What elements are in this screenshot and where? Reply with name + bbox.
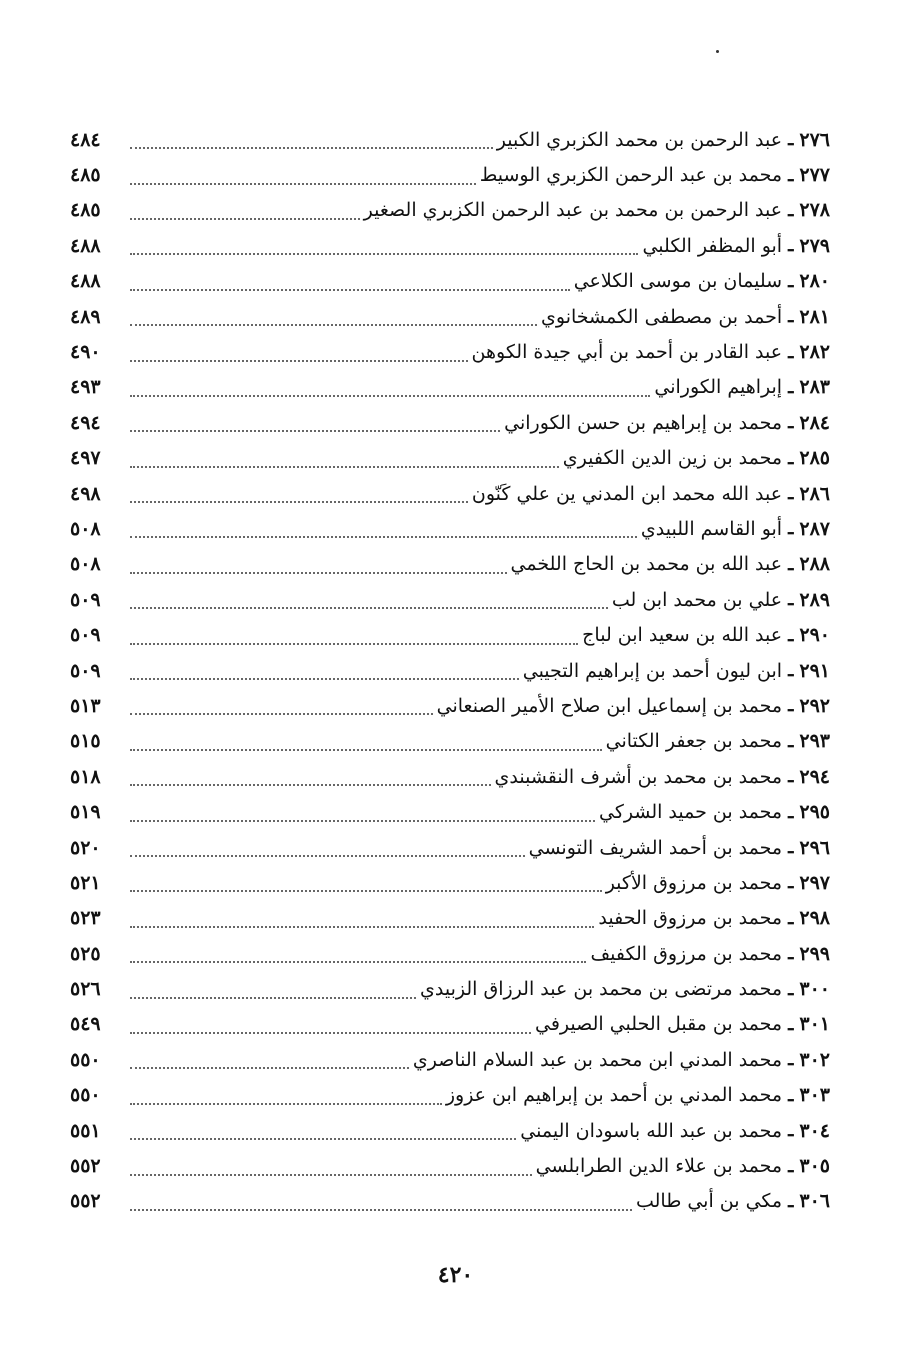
entry-separator: ـ [788,1049,794,1071]
entry-text [582,624,830,646]
entry-number: ٢٩٢ [799,694,830,717]
entry-title: عبد الله محمد ابن المدني ين علي كَنّون [471,482,783,505]
entry-text [636,1190,830,1212]
entry-separator: ـ [788,695,794,717]
entry-title: محمد بن محمد بن أشرف النقشبندي [494,765,783,788]
dot-leader [130,571,507,574]
dot-leader [130,677,519,680]
dot-leader [130,960,586,963]
entry-number: ٢٩٦ [799,836,830,859]
entry-title: محمد بن زين الدين الكفيري [562,447,783,470]
toc-entry [70,511,830,546]
entry-text [654,376,830,398]
toc-entry [70,1042,830,1077]
toc-entry [70,334,830,369]
entry-text [642,235,830,257]
toc-entry [70,370,830,405]
entry-page-number: ٥٢٦ [70,978,101,1001]
ink-speck [716,50,719,53]
entry-number: ٢٨٢ [799,341,830,364]
dot-leader [130,996,416,999]
entry-title: محمد بن إسماعيل ابن صلاح الأمير الصنعاني [436,694,783,717]
entry-separator: ـ [788,943,794,965]
entry-separator: ـ [788,660,794,682]
toc-entry [70,122,830,157]
entry-text [574,270,830,292]
entry-number: ٣٠٤ [799,1119,830,1142]
dot-leader [130,535,637,538]
entry-page-number: ٤٨٨ [70,234,101,257]
entry-separator: ـ [788,376,794,398]
entry-title: سليمان بن موسى الكلاعي [573,270,783,293]
entry-separator: ـ [788,129,794,151]
entry-separator: ـ [788,164,794,186]
dot-leader [130,252,638,255]
entry-page-number: ٥٠٩ [70,659,101,682]
entry-page-number: ٥٠٨ [70,517,101,540]
entry-text [497,129,830,151]
entry-text [612,589,830,611]
toc-entry [70,1113,830,1148]
dot-leader [130,500,468,503]
page-number: ٤٢٠ [437,1262,474,1288]
entry-title: علي بن محمد ابن لب [611,588,783,611]
entry-number: ٢٨٠ [799,270,830,293]
dot-leader [130,217,360,220]
dot-leader [130,359,468,362]
entry-separator: ـ [788,624,794,646]
entry-page-number: ٤٨٥ [70,164,101,187]
entry-number: ٢٩٣ [799,730,830,753]
entry-number: ٢٩٩ [799,942,830,965]
entry-number: ٢٨٥ [799,447,830,470]
entry-number: ٢٨٨ [799,553,830,576]
entry-title: أبو المظفر الكلبي [642,234,783,257]
entry-page-number: ٥٢٣ [70,907,101,930]
entry-page-number: ٥٢٠ [70,836,101,859]
toc-entry [70,582,830,617]
entry-separator: ـ [788,306,794,328]
dot-leader [130,1137,516,1140]
entry-text [420,978,830,1000]
entry-page-number: ٥٥٠ [70,1084,101,1107]
toc-entry [70,653,830,688]
entry-text [472,341,830,363]
entry-page-number: ٥٥٠ [70,1048,101,1071]
entry-number: ٢٧٩ [799,234,830,257]
entry-number: ٢٩٧ [799,871,830,894]
entry-text [535,1013,830,1035]
dot-leader [130,394,650,397]
entry-separator: ـ [788,766,794,788]
entry-separator: ـ [788,837,794,858]
entry-number: ٢٩٤ [799,765,830,788]
toc-entry [70,971,830,1006]
entry-page-number: ٤٨٥ [70,199,101,222]
entry-title: أحمد بن مصطفى الكمشخانوي [541,305,783,328]
toc-entry [70,1148,830,1183]
entry-separator: ـ [788,518,794,540]
entry-text [599,801,830,823]
entry-text [563,447,830,469]
toc-entry [70,830,830,865]
dot-leader [130,854,525,857]
entry-page-number: ٥٥١ [70,1119,101,1142]
toc-entry [70,1184,830,1219]
entry-text [598,907,830,929]
entry-separator: ـ [788,801,794,823]
toc-entry [70,617,830,652]
entry-separator: ـ [788,553,794,575]
entry-page-number: ٥٠٨ [70,553,101,576]
entry-title: محمد بن مرزوق الكفيف [590,942,783,965]
dot-leader [130,1173,532,1176]
dot-leader [130,1066,409,1069]
entry-number: ٢٩١ [799,659,830,682]
dot-leader [130,146,493,149]
entry-title: محمد المدني بن أحمد بن إبراهيم ابن عزوز [445,1084,783,1107]
entry-page-number: ٤٩٨ [70,482,101,505]
dot-leader [130,642,578,645]
entry-number: ٢٨٤ [799,411,830,434]
entry-text [364,199,830,221]
entry-text [504,412,830,434]
entry-page-number: ٥٠٩ [70,588,101,611]
entry-number: ٣٠٢ [799,1048,830,1071]
entry-text [541,306,830,328]
toc-entry [70,264,830,299]
toc-entry [70,476,830,511]
entry-number: ٢٧٨ [799,199,830,222]
entry-title: محمد بن حميد الشركي [599,801,783,824]
entry-page-number: ٥٢١ [70,871,101,894]
entry-number: ٢٨١ [799,305,830,328]
entry-title: عبد الرحمن بن محمد بن عبد الرحمن الكزبري الصغير [363,199,783,222]
entry-separator: ـ [788,589,794,611]
entry-text [590,943,830,965]
dot-leader [130,925,594,928]
entry-title: مكي بن أبي طالب [635,1190,783,1213]
toc-entry [70,299,830,334]
entry-page-number: ٥٥٢ [70,1155,101,1178]
entry-number: ٢٨٦ [799,482,830,505]
toc-entry [70,688,830,723]
entry-number: ٣٠٥ [799,1155,830,1178]
entry-page-number: ٤٩٤ [70,411,101,434]
entry-page-number: ٥١٨ [70,765,101,788]
dot-leader [130,429,500,432]
toc-entry [70,405,830,440]
entry-title: عبد الله بن سعيد ابن لباج [582,624,783,647]
entry-title: محمد بن مرزوق الحفيد [598,907,783,930]
entry-title: محمد بن علاء الدين الطرابلسي [535,1155,783,1178]
entry-number: ٢٩٨ [799,907,830,930]
entry-separator: ـ [788,1120,794,1142]
toc-entry [70,547,830,582]
entry-title: عبد الرحمن بن محمد الكزبري الكبير [496,128,783,151]
entry-title: ابن ليون أحمد بن إبراهيم التجيبي [522,659,783,682]
entry-page-number: ٤٨٩ [70,305,101,328]
entry-number: ٢٩٠ [799,624,830,647]
entry-text [495,766,830,788]
entry-separator: ـ [788,270,794,292]
toc-entry [70,901,830,936]
toc-entry [70,157,830,192]
entry-text [641,518,830,540]
toc-entry [70,759,830,794]
entry-text [480,164,830,186]
dot-leader [130,182,476,185]
entry-separator: ـ [788,1013,794,1035]
dot-leader [130,783,491,786]
entry-title: محمد بن أحمد الشريف التونسي [528,836,783,859]
entry-text [523,660,830,682]
dot-leader [130,819,595,822]
entry-text [413,1049,830,1071]
entry-separator: ـ [788,341,794,363]
entry-number: ٢٨٧ [799,517,830,540]
dot-leader [130,465,559,468]
entry-number: ٢٨٩ [799,588,830,611]
dot-leader [130,323,537,326]
entry-title: إبراهيم الكوراني [654,376,783,399]
dot-leader [130,606,608,609]
entry-number: ٢٩٥ [799,801,830,824]
entry-title: محمد بن مقبل الحلبي الصيرفي [535,1013,783,1036]
entry-number: ٣٠٦ [799,1190,830,1213]
entry-separator: ـ [788,412,794,434]
toc-entry [70,1007,830,1042]
dot-leader [130,1031,531,1034]
dot-leader [130,748,602,751]
entry-title: محمد بن عبد الرحمن الكزبري الوسيط [479,164,783,187]
entry-text [472,483,830,505]
entry-text [437,695,830,717]
entry-separator: ـ [788,872,794,894]
toc-entry [70,1078,830,1113]
toc-entry [70,936,830,971]
entry-separator: ـ [788,483,794,505]
entry-text [536,1155,830,1177]
entry-separator: ـ [788,907,794,929]
entry-title: محمد مرتضى بن محمد بن عبد الرزاق الزبيدي [420,978,783,1001]
entry-page-number: ٤٨٤ [70,128,101,151]
entry-separator: ـ [788,447,794,469]
entry-page-number: ٤٩٧ [70,447,101,470]
entry-title: محمد بن مرزوق الأكبر [605,871,783,894]
entry-separator: ـ [788,730,794,752]
entry-separator: ـ [788,978,794,1000]
entry-separator: ـ [788,235,794,257]
entry-number: ٢٧٦ [799,128,830,151]
entry-page-number: ٤٨٨ [70,270,101,293]
entry-title: عبد القادر بن أحمد بن أبي جيدة الكوهن [471,341,783,364]
entry-number: ٣٠٠ [799,978,830,1001]
entry-separator: ـ [788,1084,794,1106]
entry-page-number: ٥١٥ [70,730,101,753]
entry-text [529,837,830,859]
dot-leader [130,712,433,715]
entry-text [446,1084,830,1106]
entry-page-number: ٥١٩ [70,801,101,824]
entry-separator: ـ [788,199,794,221]
entry-text [606,872,830,894]
entry-number: ٢٨٣ [799,376,830,399]
entry-page-number: ٥٥٢ [70,1190,101,1213]
dot-leader [130,1208,632,1211]
dot-leader [130,288,570,291]
entry-page-number: ٥٤٩ [70,1013,101,1036]
entry-separator: ـ [788,1190,794,1212]
toc-entry [70,794,830,829]
entry-page-number: ٤٩٣ [70,376,101,399]
table-of-contents [70,122,830,1219]
entry-page-number: ٥١٣ [70,694,101,717]
dot-leader [130,1102,442,1105]
entry-title: محمد بن عبد الله باسودان اليمني [520,1119,783,1142]
entry-page-number: ٤٩٠ [70,341,101,364]
entry-title: محمد بن جعفر الكتاني [605,730,783,753]
entry-title: عبد الله بن محمد بن الحاج اللخمي [510,553,783,576]
entry-number: ٣٠٣ [799,1084,830,1107]
entry-text [606,730,830,752]
entry-title: محمد بن إبراهيم بن حسن الكوراني [504,411,783,434]
dot-leader [130,889,602,892]
entry-text [511,553,830,575]
entry-text [520,1120,830,1142]
entry-title: محمد المدني ابن محمد بن عبد السلام الناصري [412,1048,783,1071]
entry-separator: ـ [788,1155,794,1177]
toc-entry [70,724,830,759]
toc-entry [70,441,830,476]
toc-entry [70,865,830,900]
toc-entry [70,193,830,228]
entry-number: ٣٠١ [799,1013,830,1036]
entry-title: أبو القاسم اللبيدي [640,517,783,540]
entry-page-number: ٥٠٩ [70,624,101,647]
entry-page-number: ٥٢٥ [70,942,101,965]
entry-number: ٢٧٧ [799,164,830,187]
toc-entry [70,228,830,263]
